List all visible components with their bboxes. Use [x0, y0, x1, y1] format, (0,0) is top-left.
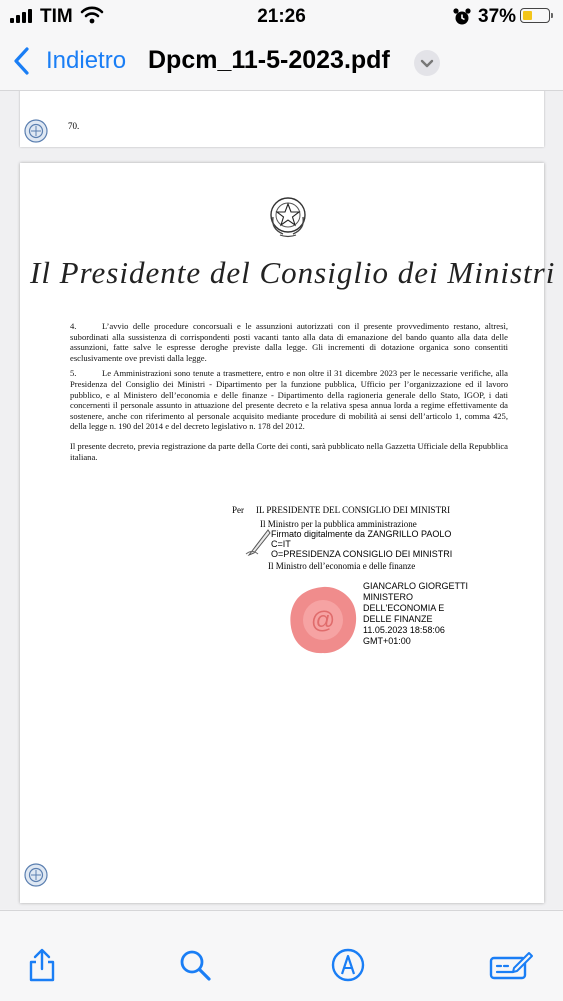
digital-signature-line: O=PRESIDENZA CONSIGLIO DEI MINISTRI [271, 549, 453, 559]
pdf-page [20, 163, 556, 903]
signature-title: IL PRESIDENTE DEL CONSIGLIO DEI MINISTRI [256, 505, 451, 515]
battery-percentage: 37% [478, 6, 517, 27]
digital-seal-details [363, 581, 468, 647]
alarm-clock-icon [452, 7, 472, 27]
paragraph-text: Le Amministrazioni sono tenute a trasmettere, entro e non oltre il 31 dicembre 2023 per le necessarie verifiche, alla Presidenza del Consiglio dei Ministri - Dipartimento per la funzione pubblica, Ufficio per l’organizzazione ed il lavoro pubblico, e al Ministero dell’economia e delle finanze - Dipartimento della ragioneria generale dello Stato, IGOP, i dati concernenti il personale assunto in attuazione del presente decreto e la relativa spesa annua lorda a regime effettivamente da sostenere, anche con riferimento al personale acquisito mediante procedure di mobilità ai sensi dell’articolo 1, comma 425, della legge n. 190 del 2014 e del decreto legislativo n. 178 del 2012. [70, 368, 508, 432]
paragraph-5 [70, 368, 508, 432]
share-icon[interactable] [24, 947, 60, 983]
document-title[interactable]: Dpcm_11-5-2023.pdf [148, 46, 390, 74]
digital-signature-info [271, 529, 452, 559]
paragraph-number: 4. [70, 321, 77, 331]
paragraph-4 [70, 321, 508, 363]
paragraph-text: L’avvio delle procedure concorsuali e le assunzioni autorizzati con il presente provvedimento restano, altresì, subordinati alla sussistenza di corrispondenti posti vacanti tanto alla data di emanazione del bando quanto alla data delle assunzioni, fatte salve le espresse deroghe previste dalla legge. Gli incrementi di dotazione organica sono consentiti esclusivamente ove previsti dalla legge. [70, 321, 508, 363]
signatory-minister-economy: Il Ministro dell’economia e delle finanze [268, 561, 416, 571]
battery-level-fill [523, 11, 532, 20]
closing-paragraph: Il presente decreto, previa registrazione da parte della Corte dei conti, sarà pubblicato nella Gazzetta Ufficiale della Repubblica italiana. [70, 440, 508, 462]
back-button[interactable]: Indietro [46, 47, 127, 74]
stamp-seal-icon [24, 863, 48, 887]
back-chevron-icon[interactable] [12, 46, 30, 76]
seal-line: GIANCARLO GIORGETTI [363, 581, 469, 591]
markup-icon[interactable] [330, 947, 366, 983]
svg-text:@: @ [310, 607, 336, 634]
chevron-down-icon [414, 50, 440, 76]
seal-line: MINISTERO [363, 592, 414, 602]
status-bar [0, 0, 563, 34]
wax-seal-icon [286, 583, 360, 657]
previous-page [20, 91, 544, 147]
search-icon[interactable] [177, 947, 213, 983]
signatory-minister-pa: Il Ministro per la pubblica amministrazione [260, 519, 417, 529]
carrier-name: TIM [40, 6, 73, 27]
paragraph-number: 5. [70, 368, 77, 379]
annotate-icon[interactable] [488, 947, 534, 983]
previous-page-tail-text: 70. [68, 121, 80, 131]
document-heading: Il Presidente del Consiglio dei Ministri [30, 255, 556, 290]
digital-signature-pen-icon [244, 527, 272, 557]
seal-line: DELLE FINANZE [363, 614, 433, 624]
battery-cap [551, 13, 553, 18]
seal-line: DELL'ECONOMIA E [363, 603, 445, 613]
battery-icon [520, 8, 550, 23]
signature-per: Per [232, 505, 244, 515]
seal-line: 11.05.2023 18:58:06 [363, 625, 445, 635]
status-time: 21:26 [257, 6, 306, 27]
digital-signature-line: Firmato digitalmente da ZANGRILLO PAOLO [271, 529, 452, 539]
seal-line: GMT+01:00 [363, 636, 411, 646]
stamp-seal-icon [24, 119, 48, 143]
italian-republic-emblem-icon [265, 193, 311, 239]
digital-signature-line: C=IT [271, 539, 291, 549]
title-menu-button[interactable] [414, 50, 440, 76]
bottom-toolbar [0, 910, 563, 1001]
navigation-bar [0, 34, 563, 91]
pdf-viewer[interactable] [0, 91, 563, 909]
document-body [70, 321, 508, 467]
